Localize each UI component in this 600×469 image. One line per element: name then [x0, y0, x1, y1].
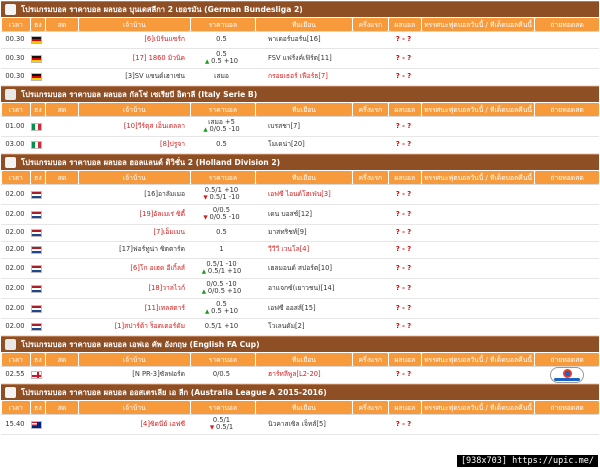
odds-line-2-text: 0.5 +10: [211, 57, 238, 66]
live-cell[interactable]: [44, 117, 76, 136]
arrow-down-icon: ▼: [203, 195, 210, 202]
arrow-up-icon: ▲: [201, 269, 208, 276]
header-time: เวลา: [2, 353, 30, 366]
header-time: เวลา: [2, 401, 30, 414]
odds-line-2: [203, 214, 239, 222]
arrow-up-icon: ▲: [205, 309, 212, 316]
match-time: 02.00: [5, 263, 25, 272]
fixtures-table: [1, 1, 599, 435]
away-team[interactable]: พาเดอร์บอร์น[16]: [268, 35, 321, 44]
country-flag-cell: [29, 69, 44, 85]
header-tip: ทรรศนะฟุตบอลวันนี้ / ทีเด็ดบอลคืนนี้: [422, 103, 534, 116]
result-link[interactable]: ? - ?: [395, 121, 412, 130]
fa-cup-icon: [5, 339, 16, 350]
header-half: ครึ่งแรก: [353, 171, 387, 184]
tip-cell[interactable]: [420, 225, 534, 241]
header-home: เจ้าบ้าน: [79, 18, 190, 31]
league-title[interactable]: โปรแกรมบอล ราคาบอล ผลบอล ฮอลแลนด์ ดิวิชั่น 2 (Holland Division 2): [21, 157, 281, 167]
header-time: เวลา: [2, 103, 30, 116]
serie-b-logo-icon: [5, 89, 16, 100]
flag-au-icon: [31, 421, 42, 429]
column-header-row: [1, 170, 599, 185]
odds-line-1: 0.5/1: [212, 416, 231, 425]
flag-de-icon: [31, 55, 42, 63]
flag-de-icon: [31, 36, 42, 44]
result-link[interactable]: ? - ?: [395, 322, 412, 331]
tip-cell[interactable]: [420, 137, 534, 153]
tip-cell[interactable]: [420, 49, 534, 68]
half-time-score: [352, 137, 387, 153]
home-team[interactable]: [3]SV แซนด์เฮาเซ่น: [125, 72, 185, 81]
header-time: เวลา: [2, 18, 30, 31]
league-title-bar[interactable]: [1, 336, 599, 352]
tip-cell[interactable]: [420, 32, 534, 48]
result-link[interactable]: ? - ?: [395, 53, 412, 62]
result-link[interactable]: ? - ?: [395, 228, 412, 237]
half-time-score: [352, 205, 387, 224]
odds-cell: [189, 367, 254, 383]
arrow-up-icon: ▲: [201, 289, 208, 296]
match-time: 02.00: [5, 303, 25, 312]
live-cell[interactable]: [44, 205, 76, 224]
league-title-bar[interactable]: [1, 86, 599, 102]
header-result: ผลบอล: [389, 353, 421, 366]
match-time: 00.30: [5, 35, 25, 44]
odds-line-1: 0/0.5 -10: [206, 280, 237, 289]
league-title-bar[interactable]: [1, 384, 599, 400]
odds-line-2-text: 0/0.5 -10: [209, 213, 240, 222]
result-link[interactable]: ? - ?: [395, 245, 412, 254]
header-tv: ถ่ายทอดสด: [535, 353, 599, 366]
match-row[interactable]: [1, 259, 599, 279]
header-odds: ราคาบอล: [191, 171, 255, 184]
tv-cell[interactable]: [534, 279, 599, 298]
home-team[interactable]: [6]เบิร์นแซร์ก: [144, 35, 185, 44]
home-team[interactable]: [19]อัลเมเร่ ซิตี้: [139, 209, 185, 218]
arrow-up-icon: ▲: [205, 59, 212, 66]
tip-cell[interactable]: [420, 69, 534, 85]
half-time-score: [352, 117, 387, 136]
odds-line-1: 0.5/1 -10: [206, 260, 237, 269]
tip-cell[interactable]: [420, 279, 534, 298]
country-flag-cell: [29, 415, 44, 434]
result-link[interactable]: ? - ?: [395, 209, 412, 218]
watermark: [938x703] https://upic.me/: [457, 455, 598, 467]
column-header-row: [1, 400, 599, 415]
odds-cell: [189, 299, 254, 318]
odds-cell: [189, 415, 254, 434]
league-title[interactable]: โปรแกรมบอล ราคาบอล ผลบอล ออสเตรเลีย เอ ลีก (Australia League A 2015-2016): [21, 387, 327, 397]
away-team[interactable]: มาสทริชท์[9]: [268, 228, 307, 237]
header-half: ครึ่งแรก: [353, 18, 387, 31]
flag-nl-icon: [31, 246, 42, 254]
country-flag-cell: [29, 205, 44, 224]
tv-cell[interactable]: [534, 415, 599, 434]
header-result: ผลบอล: [389, 18, 421, 31]
match-time: 00.30: [5, 72, 25, 81]
header-tip: ทรรศนะฟุตบอลวันนี้ / ทีเด็ดบอลคืนนี้: [422, 353, 534, 366]
league-title-bar[interactable]: [1, 154, 599, 170]
header-result: ผลบอล: [389, 401, 421, 414]
live-cell[interactable]: [44, 319, 76, 335]
country-flag-cell: [29, 319, 44, 335]
home-team[interactable]: [4]ซิดนีย์ เอฟซี: [140, 419, 185, 428]
header-result: ผลบอล: [389, 103, 421, 116]
tip-cell[interactable]: [420, 185, 534, 204]
odds-line-2-text: 0/0.5 +10: [207, 287, 242, 296]
away-team[interactable]: เอฟซี ไอนด์โฮเฟ่น[3]: [268, 189, 331, 198]
flag-de-icon: [31, 73, 42, 81]
tv-cell[interactable]: [534, 299, 599, 318]
match-time: 02.00: [5, 228, 25, 237]
holland-logo-icon: [5, 157, 16, 168]
header-away: ทีมเยือน: [256, 401, 352, 414]
result-link[interactable]: ? - ?: [395, 35, 412, 44]
half-time-score: [352, 279, 387, 298]
odds-line-2: [202, 288, 241, 296]
away-team[interactable]: เดน บอสช์[12]: [268, 209, 312, 218]
header-tip: ทรรศนะฟุตบอลวันนี้ / ทีเด็ดบอลคืนนี้: [422, 171, 534, 184]
odds-line-2: [205, 58, 238, 66]
result-link[interactable]: ? - ?: [395, 263, 412, 272]
odds-line-2: [202, 268, 241, 276]
away-team[interactable]: เฮลมอนด์ สปอร์ต[10]: [268, 263, 332, 272]
tv-cell[interactable]: [534, 69, 599, 85]
flag-nl-icon: [31, 229, 42, 237]
header-odds: ราคาบอล: [191, 103, 255, 116]
header-tip: ทรรศนะฟุตบอลวันนี้ / ทีเด็ดบอลคืนนี้: [422, 401, 534, 414]
half-time-score: [352, 319, 387, 335]
header-live: สด: [46, 171, 77, 184]
half-time-score: [352, 32, 387, 48]
odds-cell: [189, 185, 254, 204]
tv-cell[interactable]: [534, 49, 599, 68]
header-away: ทีมเยือน: [256, 103, 352, 116]
away-team[interactable]: FSV แฟร้งค์เฟิร์ต[11]: [268, 53, 332, 62]
away-team[interactable]: วีวีวี เวนโล[4]: [268, 245, 310, 254]
away-team[interactable]: โวเลนดัม[2]: [268, 322, 305, 331]
live-cell[interactable]: [44, 69, 76, 85]
match-time: 02.00: [5, 209, 25, 218]
half-time-score: [352, 185, 387, 204]
header-half: ครึ่งแรก: [353, 353, 387, 366]
column-header-row: [1, 102, 599, 117]
match-row[interactable]: [1, 205, 599, 225]
half-time-score: [352, 242, 387, 258]
arrow-down-icon: ▼: [203, 215, 210, 222]
result-link[interactable]: ? - ?: [395, 283, 412, 292]
header-half: ครึ่งแรก: [353, 401, 387, 414]
header-tv: ถ่ายทอดสด: [535, 171, 599, 184]
league-title-bar[interactable]: [1, 1, 599, 17]
league-title[interactable]: โปรแกรมบอล ราคาบอล ผลบอล บุนเดสลีกา 2 เยอรมัน (German Bundesliga 2): [21, 4, 303, 14]
odds-line-1: เสมอ +5: [208, 118, 235, 127]
odds-line-1: 1: [219, 245, 224, 254]
odds-line-1: 0.5: [216, 50, 227, 59]
live-cell[interactable]: [44, 225, 76, 241]
home-team[interactable]: [N PR-3]ซัลฟอร์ด: [132, 370, 185, 379]
odds-line-1: เสมอ: [214, 72, 229, 81]
header-live: สด: [46, 353, 77, 366]
half-time-score: [352, 299, 387, 318]
country-flag-cell: [29, 137, 44, 153]
tv-cell[interactable]: [534, 117, 599, 136]
odds-line-2-text: 0.5/1 -10: [209, 193, 240, 202]
match-row[interactable]: [1, 32, 599, 49]
half-time-score: [352, 69, 387, 85]
home-team[interactable]: [8]ปรูจา: [160, 140, 185, 149]
match-time: 02.00: [5, 283, 25, 292]
match-row[interactable]: [1, 415, 599, 435]
league-title[interactable]: โปรแกรมบอล ราคาบอล ผลบอล เอฟเอ คัพ อังกฤษ (English FA Cup): [21, 339, 260, 349]
odds-line-1: 0.5: [216, 140, 227, 149]
tip-cell[interactable]: [420, 319, 534, 335]
flag-it-icon: [31, 123, 42, 131]
home-team[interactable]: [11]เทลสตาร์: [144, 303, 185, 312]
away-team[interactable]: เอฟซี ออสส์[15]: [268, 303, 316, 312]
tv-cell[interactable]: [534, 32, 599, 48]
country-flag-cell: [29, 279, 44, 298]
country-flag-cell: [29, 185, 44, 204]
odds-cell: [189, 32, 254, 48]
live-cell[interactable]: [44, 32, 76, 48]
header-odds: ราคาบอล: [191, 18, 255, 31]
header-result: ผลบอล: [389, 171, 421, 184]
country-flag-cell: [29, 117, 44, 136]
flag-nl-icon: [31, 323, 42, 331]
tip-cell[interactable]: [420, 117, 534, 136]
result-link[interactable]: ? - ?: [395, 72, 412, 81]
match-row[interactable]: [1, 279, 599, 299]
odds-line-2: [203, 194, 239, 202]
odds-cell: [189, 49, 254, 68]
away-team[interactable]: อาแจกซ์(เยาวชน)[14]: [268, 283, 335, 292]
bundesliga-logo-icon: [5, 4, 16, 15]
league-title[interactable]: โปรแกรมบอล ราคาบอล ผลบอล กัลโช่ เซเรียบี อิตาลี (Italy Serie B): [21, 89, 258, 99]
odds-cell: [189, 137, 254, 153]
tip-cell[interactable]: [420, 299, 534, 318]
header-time: เวลา: [2, 171, 30, 184]
match-time: 02.00: [5, 322, 25, 331]
live-cell[interactable]: [44, 137, 76, 153]
odds-cell: [189, 117, 254, 136]
live-cell[interactable]: [44, 49, 76, 68]
odds-line-1: 0.5/1 +10: [204, 186, 239, 195]
header-country: ธง: [31, 171, 46, 184]
odds-cell: [189, 319, 254, 335]
odds-line-2: [203, 126, 239, 134]
flag-nl-icon: [31, 285, 42, 293]
odds-cell: [189, 279, 254, 298]
match-row[interactable]: [1, 242, 599, 259]
result-link[interactable]: ? - ?: [395, 303, 412, 312]
a-league-logo-icon: [5, 387, 16, 398]
odds-line-2-text: 0/0.5 -10: [209, 125, 240, 134]
live-cell[interactable]: [44, 299, 76, 318]
tv-cell[interactable]: [534, 367, 599, 383]
header-country: ธง: [31, 18, 46, 31]
match-row[interactable]: [1, 367, 599, 384]
flag-nl-icon: [31, 305, 42, 313]
odds-line-2-text: 0.5/1 +10: [207, 267, 242, 276]
header-home: เจ้าบ้าน: [79, 103, 190, 116]
match-time: 01.00: [5, 121, 25, 130]
odds-cell: [189, 69, 254, 85]
away-team[interactable]: ฮาร์ทลีพูล[L2-20]: [268, 370, 321, 379]
header-home: เจ้าบ้าน: [79, 401, 190, 414]
header-odds: ราคาบอล: [191, 401, 255, 414]
match-time: 02.00: [5, 189, 25, 198]
match-time: 00.30: [5, 53, 25, 62]
country-flag-cell: [29, 299, 44, 318]
header-live: สด: [46, 103, 77, 116]
half-time-score: [352, 49, 387, 68]
flag-en-icon: [31, 371, 42, 379]
odds-cell: [189, 259, 254, 278]
match-row[interactable]: [1, 319, 599, 336]
flag-nl-icon: [31, 211, 42, 219]
header-odds: ราคาบอล: [191, 353, 255, 366]
match-row[interactable]: [1, 69, 599, 86]
home-team[interactable]: [10]วีร์ตุส เอ็นเตลลา: [123, 121, 185, 130]
result-link[interactable]: ? - ?: [395, 370, 412, 379]
header-country: ธง: [31, 353, 46, 366]
tip-cell[interactable]: [420, 242, 534, 258]
flag-nl-icon: [31, 191, 42, 199]
header-tv: ถ่ายทอดสด: [535, 18, 599, 31]
tv-cell[interactable]: [534, 242, 599, 258]
half-time-score: [352, 259, 387, 278]
header-country: ธง: [31, 401, 46, 414]
tv-channel-logo-icon[interactable]: [550, 367, 584, 383]
header-half: ครึ่งแรก: [353, 103, 387, 116]
header-live: สด: [46, 18, 77, 31]
tip-cell[interactable]: [420, 367, 534, 383]
match-row[interactable]: [1, 49, 599, 69]
home-team[interactable]: [6]โก อเฮด อีเกิ้ลส์: [130, 263, 185, 272]
live-cell[interactable]: [44, 279, 76, 298]
half-time-score: [352, 367, 387, 383]
away-team[interactable]: เบรสชา[7]: [268, 121, 300, 130]
country-flag-cell: [29, 242, 44, 258]
live-cell[interactable]: [44, 415, 76, 434]
match-row[interactable]: [1, 299, 599, 319]
match-time: 02.55: [5, 370, 25, 379]
result-link[interactable]: ? - ?: [395, 140, 412, 149]
odds-line-2: [205, 308, 238, 316]
header-tv: ถ่ายทอดสด: [535, 401, 599, 414]
home-team[interactable]: [18]วาลไวก์: [148, 283, 185, 292]
away-team[interactable]: กรอยเธอร์ เฟือร์ธ[7]: [268, 72, 328, 81]
country-flag-cell: [29, 367, 44, 383]
home-team[interactable]: [7]เอ็มเมน: [153, 228, 185, 237]
tv-cell[interactable]: [534, 185, 599, 204]
home-team[interactable]: [1]สปาร์ต้า ร็อตเตอร์ดัม: [114, 322, 185, 331]
tv-cell[interactable]: [534, 225, 599, 241]
match-row[interactable]: [1, 225, 599, 242]
live-cell[interactable]: [44, 242, 76, 258]
match-time: 02.00: [5, 245, 25, 254]
odds-line-1: 0.5: [216, 228, 227, 237]
flag-it-icon: [31, 141, 42, 149]
odds-line-1: 0/0.5: [212, 206, 231, 215]
flag-nl-icon: [31, 265, 42, 273]
match-time: 03.00: [5, 140, 25, 149]
odds-cell: [189, 225, 254, 241]
result-link[interactable]: ? - ?: [395, 189, 412, 198]
match-row[interactable]: [1, 185, 599, 205]
tv-cell[interactable]: [534, 259, 599, 278]
home-team[interactable]: [16]อาลัมเมอ: [144, 189, 185, 198]
column-header-row: [1, 352, 599, 367]
home-team[interactable]: [17] 1860 มิวนิค: [132, 53, 185, 62]
odds-line-1: 0.5: [216, 35, 227, 44]
header-country: ธง: [31, 103, 46, 116]
live-cell[interactable]: [44, 367, 76, 383]
match-row[interactable]: [1, 137, 599, 154]
odds-line-2-text: 0.5 +10: [211, 307, 238, 316]
column-header-row: [1, 17, 599, 32]
away-team[interactable]: โมเดน่า[20]: [268, 140, 305, 149]
odds-line-1: 0/0.5: [212, 370, 231, 379]
odds-line-2-text: 0.5/1: [215, 423, 234, 432]
header-home: เจ้าบ้าน: [79, 353, 190, 366]
away-team[interactable]: นิวคาสเซิล เจ็ทส์[5]: [268, 419, 326, 428]
tip-cell[interactable]: [420, 205, 534, 224]
odds-line-1: 0.5: [216, 300, 227, 309]
odds-line-2: [210, 424, 233, 432]
country-flag-cell: [29, 225, 44, 241]
country-flag-cell: [29, 259, 44, 278]
match-row[interactable]: [1, 117, 599, 137]
header-tv: ถ่ายทอดสด: [535, 103, 599, 116]
header-home: เจ้าบ้าน: [79, 171, 190, 184]
tv-cell[interactable]: [534, 319, 599, 335]
header-away: ทีมเยือน: [256, 353, 352, 366]
tip-cell[interactable]: [420, 259, 534, 278]
match-time: 15.40: [5, 419, 25, 428]
header-away: ทีมเยือน: [256, 171, 352, 184]
header-away: ทีมเยือน: [256, 18, 352, 31]
arrow-up-icon: ▲: [203, 127, 210, 134]
odds-cell: [189, 242, 254, 258]
odds-cell: [189, 205, 254, 224]
country-flag-cell: [29, 49, 44, 68]
header-tip: ทรรศนะฟุตบอลวันนี้ / ทีเด็ดบอลคืนนี้: [422, 18, 534, 31]
odds-line-1: 0.5/1 +10: [204, 322, 239, 331]
live-cell[interactable]: [44, 259, 76, 278]
header-live: สด: [46, 401, 77, 414]
arrow-down-icon: ▼: [209, 425, 216, 432]
tip-cell[interactable]: [420, 415, 534, 434]
half-time-score: [352, 415, 387, 434]
home-team[interactable]: [17]ฟอร์ทูน่า ซิตตาร์ด: [119, 245, 185, 254]
tv-cell[interactable]: [534, 137, 599, 153]
half-time-score: [352, 225, 387, 241]
live-cell[interactable]: [44, 185, 76, 204]
country-flag-cell: [29, 32, 44, 48]
tv-cell[interactable]: [534, 205, 599, 224]
result-link[interactable]: ? - ?: [395, 419, 412, 428]
